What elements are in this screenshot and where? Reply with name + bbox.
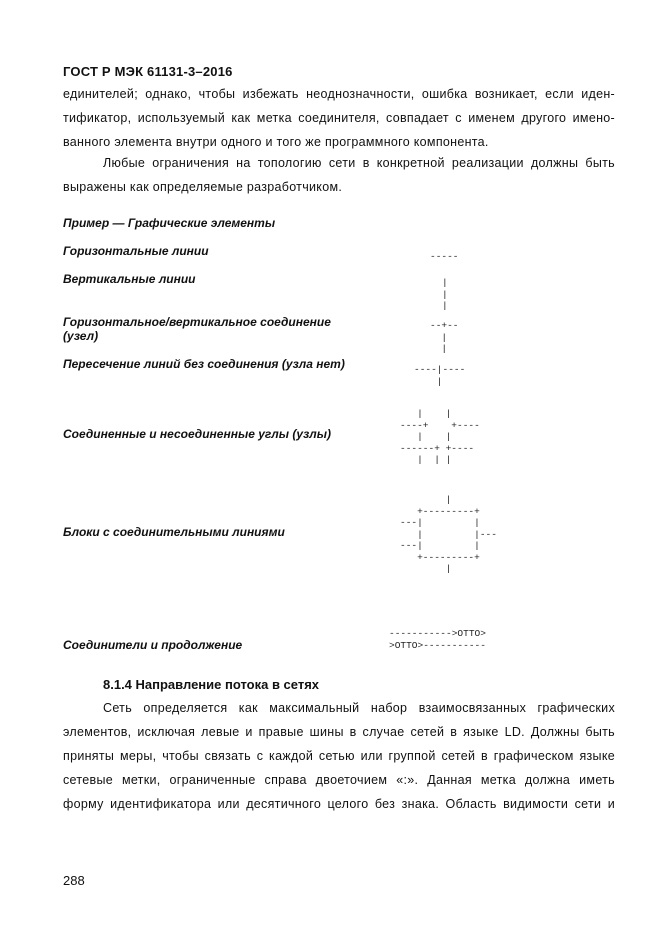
restrictions-paragraph	[63, 151, 615, 199]
example-title: Пример — Графические элементы	[63, 216, 276, 230]
example-label-corners: Соединенные и несоединенные углы (узлы)	[63, 427, 331, 441]
example-label-junction: Горизонтальное/вертикальное соединение (узел)	[63, 315, 331, 343]
section-paragraph	[63, 696, 615, 816]
text-line: единителей; однако, чтобы избежать неоднозначности, ошибка возникает, если иден-	[63, 87, 615, 101]
text-line: Любые ограничения на топологию сети в конкретной реализации должны быть	[103, 156, 615, 170]
document-header: ГОСТ Р МЭК 61131-3–2016	[63, 64, 233, 79]
corners-art: | | ----+ +---- | | ------+ +---- | | |	[400, 408, 480, 465]
horizontal-lines-art: -----	[430, 251, 459, 262]
example-label-connectors: Соединители и продолжение	[63, 638, 243, 652]
text-line: тификатор, используемый как метка соединителя, совпадает с именем другого имено-	[63, 111, 615, 125]
example-label-horizontal: Горизонтальные линии	[63, 244, 209, 258]
section-heading: 8.1.4 Направление потока в сетях	[103, 677, 320, 692]
connectors-art: ----------->OTTO> >OTTO>-----------	[389, 628, 486, 651]
text-line: выражены как определяемые разработчиком.	[63, 180, 343, 194]
text-line: форму идентификатора или десятичного целого без знака. Область видимости сети и	[63, 797, 615, 811]
text-line: Сеть определяется как максимальный набор взаимосвязанных графических	[103, 701, 615, 715]
example-label-blocks: Блоки с соединительными линиями	[63, 525, 285, 539]
vertical-lines-art: | | |	[442, 277, 448, 311]
example-label-crossing: Пересечение линий без соединения (узла нет)	[63, 357, 345, 371]
page-number: 288	[63, 873, 85, 888]
junction-art: --+-- | |	[430, 320, 459, 354]
example-label-vertical: Вертикальные линии	[63, 272, 196, 286]
intro-paragraph	[63, 82, 615, 154]
text-line: ванного элемента внутри одного и того же программного компонента.	[63, 135, 489, 149]
text-line: сетевые метки, ограниченные справа двоеточием «:». Данная метка должна иметь	[63, 773, 615, 787]
blocks-art: | +---------+ ---| | | |--- ---| | +---------+ |	[400, 494, 497, 574]
text-line: приняты меры, чтобы связать с каждой сетью или группой сетей в графическом языке	[63, 749, 615, 763]
crossing-art: ----|---- |	[414, 364, 466, 387]
text-line: элементов, исключая левые и правые шины в случае сетей в языке LD. Должны быть	[63, 725, 615, 739]
